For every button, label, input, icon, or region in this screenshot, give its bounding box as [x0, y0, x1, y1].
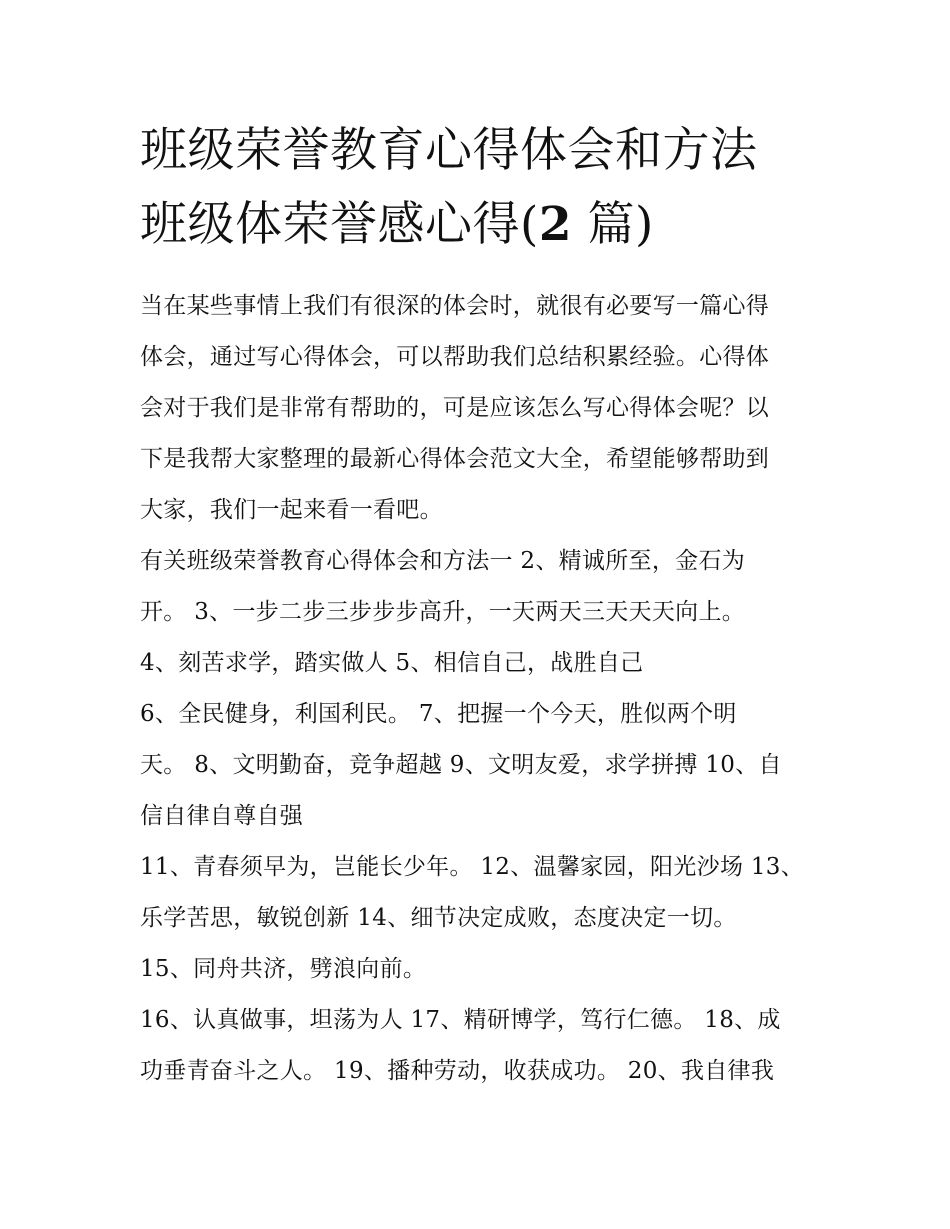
body-line: 15、同舟共济，劈浪向前。 [140, 956, 427, 982]
title-line-2-suffix: 篇) [572, 197, 654, 252]
document-title [140, 114, 840, 262]
body-line: 有关班级荣誉教育心得体会和方法一 2、精诚所至，金石为 [140, 548, 746, 574]
body-line: 11、青春须早为，岂能长少年。 12、温馨家园，阳光沙场 13、 [140, 854, 805, 880]
body-line: 乐学苦思，敏锐创新 14、细节决定成败，态度决定一切。 [140, 905, 737, 931]
body-line: 大家，我们一起来看一看吧。 [140, 497, 443, 523]
title-line-2-number: 2 [538, 197, 573, 252]
body-line: 开。 3、一步二步三步步步高升，一天两天三天天天向上。 [140, 599, 746, 625]
body-line: 体会，通过写心得体会，可以帮助我们总结积累经验。心得体 [140, 344, 770, 370]
title-line-2-prefix: 班级体荣誉感心得( [140, 197, 539, 252]
body-line: 6、全民健身，利国利民。 7、把握一个今天，胜似两个明 [140, 701, 737, 727]
body-line: 下是我帮大家整理的最新心得体会范文大全，希望能够帮助到 [140, 446, 770, 472]
body-line: 当在某些事情上我们有很深的体会时，就很有必要写一篇心得 [140, 293, 770, 319]
document-body [140, 281, 830, 1097]
body-line: 信自律自尊自强 [140, 803, 304, 829]
body-line: 16、认真做事，坦荡为人 17、精研博学，笃行仁德。 18、成 [140, 1007, 781, 1033]
body-line: 天。 8、文明勤奋，竞争超越 9、文明友爱，求学拼搏 10、自 [140, 752, 782, 778]
body-line: 功垂青奋斗之人。 19、播种劳动，收获成功。 20、我自律我 [140, 1058, 775, 1084]
body-line: 4、刻苦求学，踏实做人 5、相信自己，战胜自己 [140, 650, 644, 676]
body-line: 会对于我们是非常有帮助的，可是应该怎么写心得体会呢？以 [140, 395, 770, 421]
title-line-1: 班级荣誉教育心得体会和方法 [140, 123, 758, 178]
